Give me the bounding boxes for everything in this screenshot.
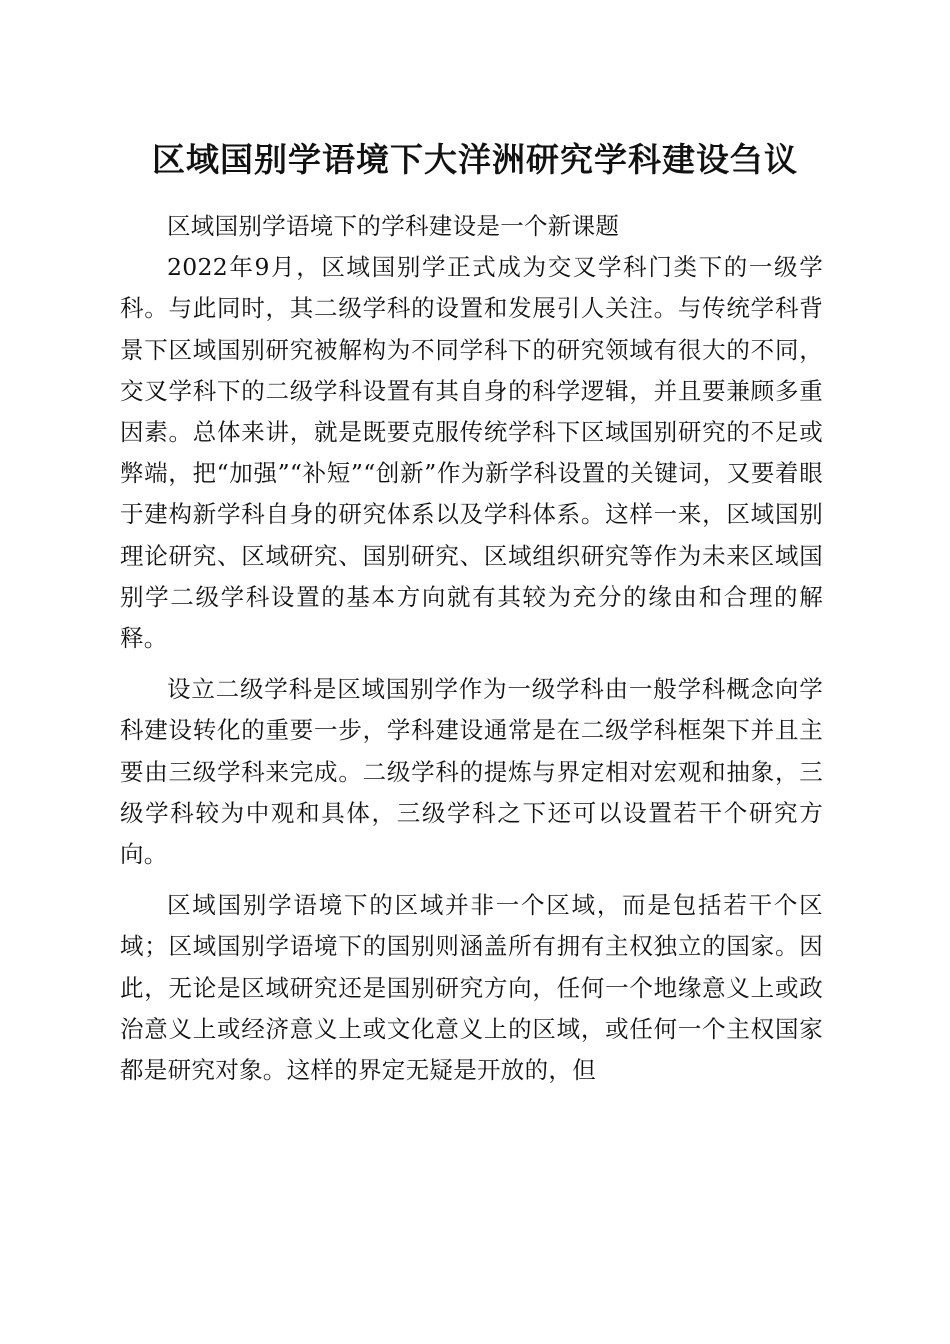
document-body (120, 206, 823, 1091)
paragraph: 区域国别学语境下的区域并非一个区域，而是包括若干个区域；区域国别学语境下的国别则涵盖所有拥有主权独立的国家。因此，无论是区域研究还是国别研究方向，任何一个地缘意义上或政治意义上或经济意义上或文化意义上的区域，或任何一个主权国家都是研究对象。这样的界定无疑是开放的，但 (120, 891, 823, 1085)
document-title: 区域国别学语境下大洋洲研究学科建设刍议 (152, 140, 798, 179)
paragraph: 2022年9月，区域国别学正式成为交叉学科门类下的一级学科。与此同时，其二级学科的设置和发展引人关注。与传统学科背景下区域国别研究被解构为不同学科下的研究领域有很大的不同，交叉学科下的二级学科设置有其自身的科学逻辑，并且要兼顾多重因素。总体来讲，就是既要克服传统学科下区域国别研究的不足或弊端，把“加强”“补短”“创新”作为新学科设置的关键词，又要着眼于建构新学科自身的研究体系以及学科体系。这样一来，区域国别理论研究、区域研究、国别研究、区域组织研究等作为未来区域国别学二级学科设置的基本方向就有其较为充分的缘由和合理的解释。 (120, 253, 823, 653)
paragraph: 设立二级学科是区域国别学作为一级学科由一般学科概念向学科建设转化的重要一步，学科建设通常是在二级学科框架下并且主要由三级学科来完成。二级学科的提炼与界定相对宏观和抽象，三级学科较为中观和具体，三级学科之下还可以设置若干个研究方向。 (120, 675, 823, 869)
paragraph-heading: 区域国别学语境下的学科建设是一个新课题 (167, 212, 620, 240)
